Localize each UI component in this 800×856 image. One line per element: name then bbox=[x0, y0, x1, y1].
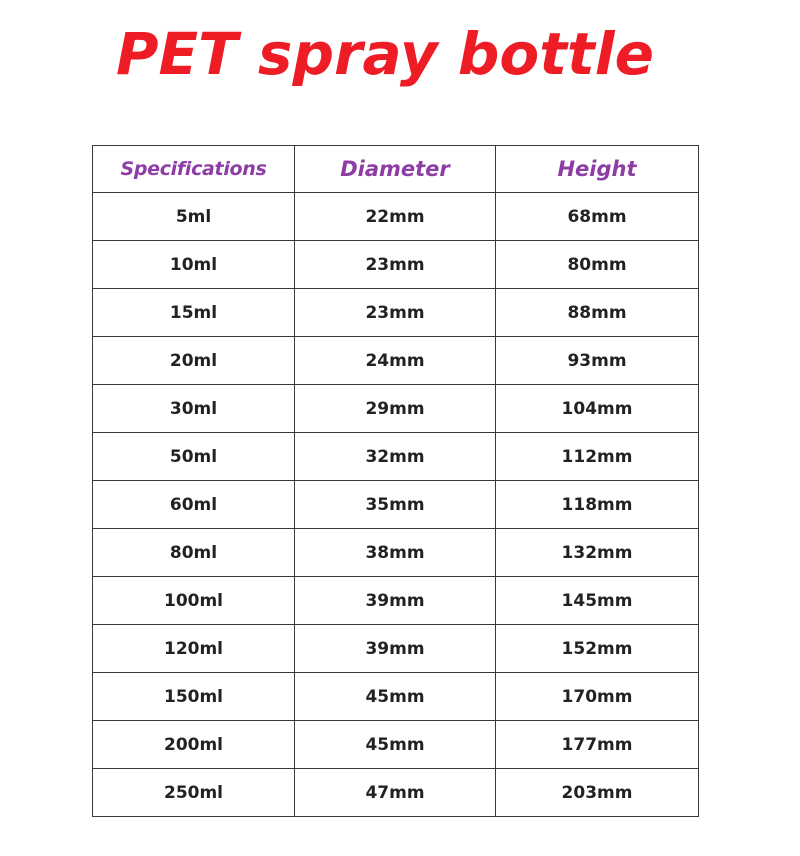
cell-diameter: 32mm bbox=[295, 433, 496, 481]
cell-height: 152mm bbox=[496, 625, 699, 673]
cell-specification: 60ml bbox=[93, 481, 295, 529]
table-row bbox=[93, 385, 699, 433]
table-row bbox=[93, 481, 699, 529]
cell-specification: 20ml bbox=[93, 337, 295, 385]
cell-specification: 50ml bbox=[93, 433, 295, 481]
header-specifications: Specifications bbox=[93, 146, 295, 193]
cell-height: 132mm bbox=[496, 529, 699, 577]
cell-specification: 5ml bbox=[93, 193, 295, 241]
table-row bbox=[93, 625, 699, 673]
header-diameter: Diameter bbox=[295, 146, 496, 193]
cell-diameter: 39mm bbox=[295, 625, 496, 673]
cell-specification: 250ml bbox=[93, 769, 295, 817]
cell-diameter: 38mm bbox=[295, 529, 496, 577]
cell-height: 118mm bbox=[496, 481, 699, 529]
cell-diameter: 23mm bbox=[295, 289, 496, 337]
table-row bbox=[93, 241, 699, 289]
cell-diameter: 45mm bbox=[295, 673, 496, 721]
cell-diameter: 47mm bbox=[295, 769, 496, 817]
cell-height: 203mm bbox=[496, 769, 699, 817]
cell-height: 104mm bbox=[496, 385, 699, 433]
table-row bbox=[93, 529, 699, 577]
cell-specification: 15ml bbox=[93, 289, 295, 337]
cell-diameter: 24mm bbox=[295, 337, 496, 385]
cell-height: 112mm bbox=[496, 433, 699, 481]
cell-diameter: 35mm bbox=[295, 481, 496, 529]
cell-specification: 30ml bbox=[93, 385, 295, 433]
cell-height: 170mm bbox=[496, 673, 699, 721]
table-row bbox=[93, 193, 699, 241]
cell-specification: 10ml bbox=[93, 241, 295, 289]
cell-height: 93mm bbox=[496, 337, 699, 385]
cell-diameter: 45mm bbox=[295, 721, 496, 769]
table-header-row bbox=[93, 146, 699, 193]
cell-specification: 80ml bbox=[93, 529, 295, 577]
cell-diameter: 23mm bbox=[295, 241, 496, 289]
cell-height: 80mm bbox=[496, 241, 699, 289]
table-row bbox=[93, 577, 699, 625]
table-row bbox=[93, 673, 699, 721]
cell-diameter: 29mm bbox=[295, 385, 496, 433]
table-row bbox=[93, 721, 699, 769]
table-row bbox=[93, 289, 699, 337]
table-row bbox=[93, 769, 699, 817]
table-row bbox=[93, 433, 699, 481]
cell-specification: 100ml bbox=[93, 577, 295, 625]
cell-height: 145mm bbox=[496, 577, 699, 625]
spec-table bbox=[92, 145, 699, 817]
cell-specification: 200ml bbox=[93, 721, 295, 769]
table-row bbox=[93, 337, 699, 385]
cell-height: 68mm bbox=[496, 193, 699, 241]
cell-height: 177mm bbox=[496, 721, 699, 769]
cell-diameter: 39mm bbox=[295, 577, 496, 625]
cell-diameter: 22mm bbox=[295, 193, 496, 241]
cell-height: 88mm bbox=[496, 289, 699, 337]
page-title: PET spray bottle bbox=[116, 20, 654, 88]
cell-specification: 150ml bbox=[93, 673, 295, 721]
cell-specification: 120ml bbox=[93, 625, 295, 673]
header-height: Height bbox=[496, 146, 699, 193]
